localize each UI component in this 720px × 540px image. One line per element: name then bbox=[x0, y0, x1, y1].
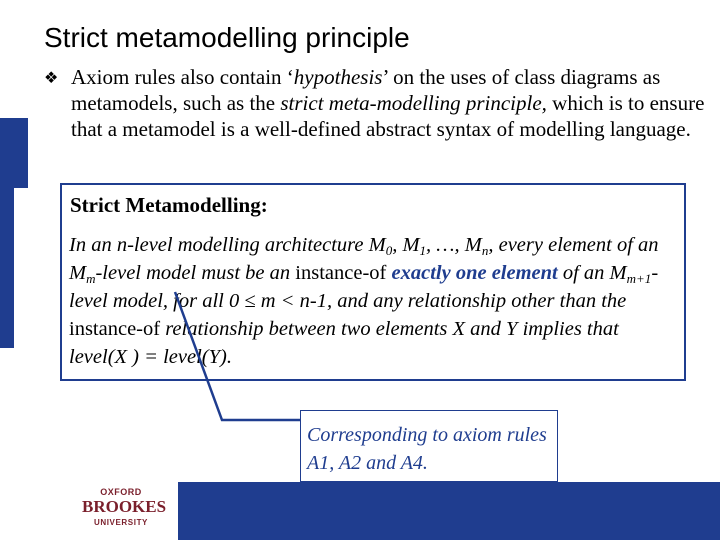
definition-text: , every element of an M bbox=[69, 234, 659, 284]
definition-text: In an n-level modelling architecture M bbox=[69, 234, 386, 256]
subscript: 1 bbox=[419, 243, 427, 258]
definition-text: -level model must be an bbox=[95, 262, 296, 284]
slide-title: Strict metamodelling principle bbox=[44, 22, 410, 53]
definition-heading: Strict Metamodelling: bbox=[70, 193, 268, 217]
definition-box bbox=[60, 183, 686, 381]
bullet-text-segment: Axiom rules also contain ‘ bbox=[71, 65, 294, 89]
bullet-text bbox=[71, 64, 716, 142]
definition-text: , …, M bbox=[426, 234, 482, 256]
highlighted-term: exactly one element bbox=[391, 262, 558, 284]
bullet-text-italic: hypothesis bbox=[293, 65, 383, 89]
logo-text-brookes: BROOKES bbox=[82, 497, 167, 516]
bullet-text-segment: ’ on the uses of class diagrams as metamodels, such as the bbox=[71, 65, 661, 115]
left-decor-block bbox=[0, 118, 28, 188]
logo-text-oxford: OXFORD bbox=[100, 487, 142, 497]
footer-bar bbox=[178, 482, 720, 540]
definition-text: -level model, for all 0 ≤ m < n-1, and any relationship other than the bbox=[69, 262, 659, 312]
subscript: m+1 bbox=[626, 271, 652, 286]
definition-text: , M bbox=[392, 234, 420, 256]
definition-text: of an M bbox=[557, 262, 627, 284]
subscript: m bbox=[86, 271, 96, 286]
oxford-brookes-logo bbox=[82, 487, 167, 533]
bullet-diamond-icon: ❖ bbox=[44, 68, 59, 87]
definition-body bbox=[69, 231, 681, 371]
left-decor-stripe bbox=[0, 188, 14, 348]
logo-text-university: UNIVERSITY bbox=[93, 518, 148, 527]
instance-of-term: instance-of bbox=[69, 318, 161, 340]
callout-box bbox=[300, 410, 558, 482]
subscript: n bbox=[481, 243, 489, 258]
callout-text: Corresponding to axiom rules A1, A2 and A4. bbox=[307, 424, 547, 474]
bullet-text-italic: strict meta-modelling principle, bbox=[280, 91, 547, 115]
bullet-text-segment: which is to ensure that a metamodel is a well-defined abstract syntax of modelling language. bbox=[71, 91, 705, 141]
definition-text: relationship between two elements X and Y implies that level(X ) = level(Y). bbox=[69, 318, 619, 368]
instance-of-term: instance-of bbox=[295, 262, 387, 284]
subscript: 0 bbox=[385, 243, 393, 258]
